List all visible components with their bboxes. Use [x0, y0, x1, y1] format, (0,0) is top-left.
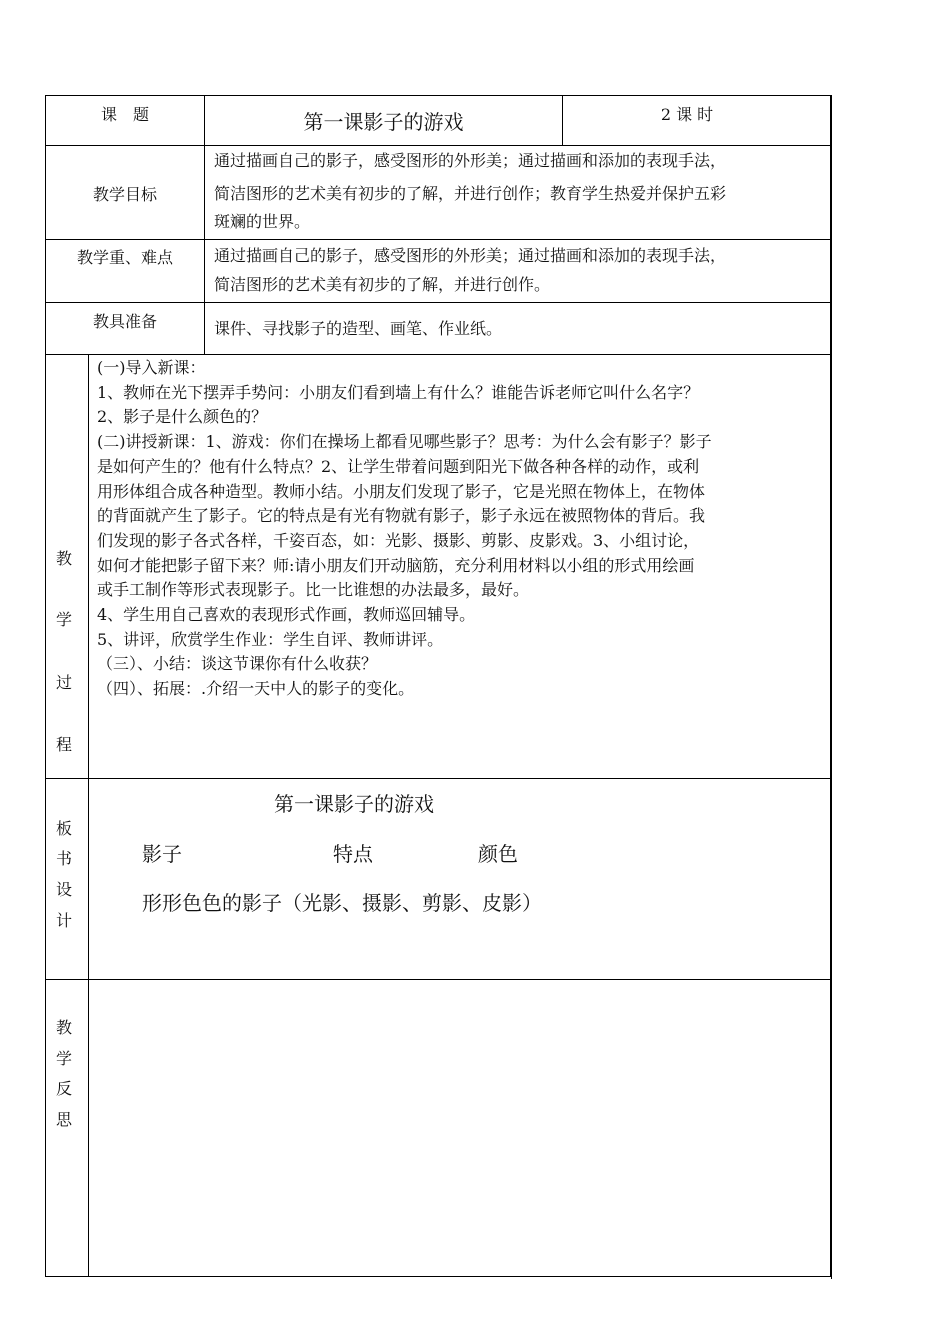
board-item: 影子: [142, 842, 182, 866]
process-line: 2、影子是什么颜色的？: [97, 407, 268, 427]
goals-label: 教学目标: [92, 185, 157, 204]
row-divider: [45, 778, 831, 779]
board-item: 特点: [333, 842, 373, 866]
row-divider: [45, 145, 831, 146]
process-line: 是如何产生的？他有什么特点？2、让学生带着问题到阳光下做各种各样的动作，或利: [97, 456, 700, 476]
goals-line: 斑斓的世界。: [214, 212, 311, 231]
board-label-char: 设: [55, 880, 72, 899]
topic-value: 第一课影子的游戏: [303, 110, 464, 134]
board-label-char: 板: [55, 819, 72, 838]
goals-line: 简洁图形的艺术美有初步的了解，并进行创作；教育学生热爱并保护五彩: [214, 184, 727, 203]
hours-label: 2 课 时: [660, 105, 714, 124]
process-label-char: 过: [55, 673, 72, 692]
column-divider: [88, 354, 89, 1277]
tools-value: 课件、寻找影子的造型、画笔、作业纸。: [214, 319, 503, 338]
process-line: 们发现的影子各式各样，千姿百态，如：光影、摄影、剪影、皮影戏。3、小组讨论，: [97, 530, 700, 550]
reflection-label-char: 教: [55, 1018, 72, 1037]
key-points-line: 通过描画自己的影子，感受图形的外形美；通过描画和添加的表现手法，: [214, 246, 727, 265]
process-line: （三）、小结：谈这节课你有什么收获？: [97, 654, 378, 674]
key-points-line: 简洁图形的艺术美有初步的了解，并进行创作。: [214, 275, 551, 294]
board-label-char: 计: [55, 911, 72, 930]
row-divider: [45, 354, 831, 355]
process-content: [97, 356, 825, 702]
process-line: 5、讲评，欣赏学生作业：学生自评、教师讲评。: [97, 629, 444, 649]
process-line: 4、学生用自己喜欢的表现形式作画，教师巡回辅导。: [97, 605, 476, 625]
process-label-char: 程: [55, 735, 72, 754]
process-line: (一)导入新课：: [97, 358, 206, 377]
board-label-char: 书: [55, 849, 72, 868]
goals-line: 通过描画自己的影子，感受图形的外形美；通过描画和添加的表现手法，: [214, 151, 727, 170]
process-line: (二)讲授新课：1、游戏：你们在操场上都看见哪些影子？思考：为什么会有影子？影子: [97, 432, 712, 452]
process-line: 用形体组合成各种造型。教师小结。小朋友们发现了影子，它是光照在物体上，在物体: [97, 481, 706, 501]
process-line: 1、教师在光下摆弄手势问：小朋友们看到墙上有什么？谁能告诉老师它叫什么名字？: [97, 382, 700, 402]
board-item: 颜色: [478, 842, 518, 866]
table-shadow-border: [831, 95, 832, 1279]
row-divider: [45, 979, 831, 980]
process-label-char: 学: [55, 610, 72, 629]
topic-label: 课 题: [100, 105, 149, 124]
row-divider: [45, 239, 831, 240]
tools-label: 教具准备: [92, 312, 157, 331]
key-points-label: 教学重、难点: [76, 248, 173, 267]
reflection-label-char: 思: [55, 1110, 72, 1129]
process-line: （四）、拓展：.介绍一天中人的影子的变化。: [97, 679, 415, 699]
board-title: 第一课影子的游戏: [274, 792, 434, 816]
process-label-char: 教: [55, 549, 72, 568]
process-line: 或手工制作等形式表现影子。比一比谁想的办法最多，最好。: [97, 580, 530, 600]
row-divider: [45, 302, 831, 303]
reflection-label-char: 反: [55, 1079, 72, 1098]
reflection-label-char: 学: [55, 1049, 72, 1068]
process-line: 如何才能把影子留下来？师:请小朋友们开动脑筋，充分利用材料以小组的形式用绘画: [97, 555, 695, 575]
board-line: 形形色色的影子（光影、摄影、剪影、皮影）: [142, 891, 542, 915]
process-line: 的背面就产生了影子。它的特点是有光有物就有影子，影子永远在被照物体的背后。我: [97, 506, 706, 526]
